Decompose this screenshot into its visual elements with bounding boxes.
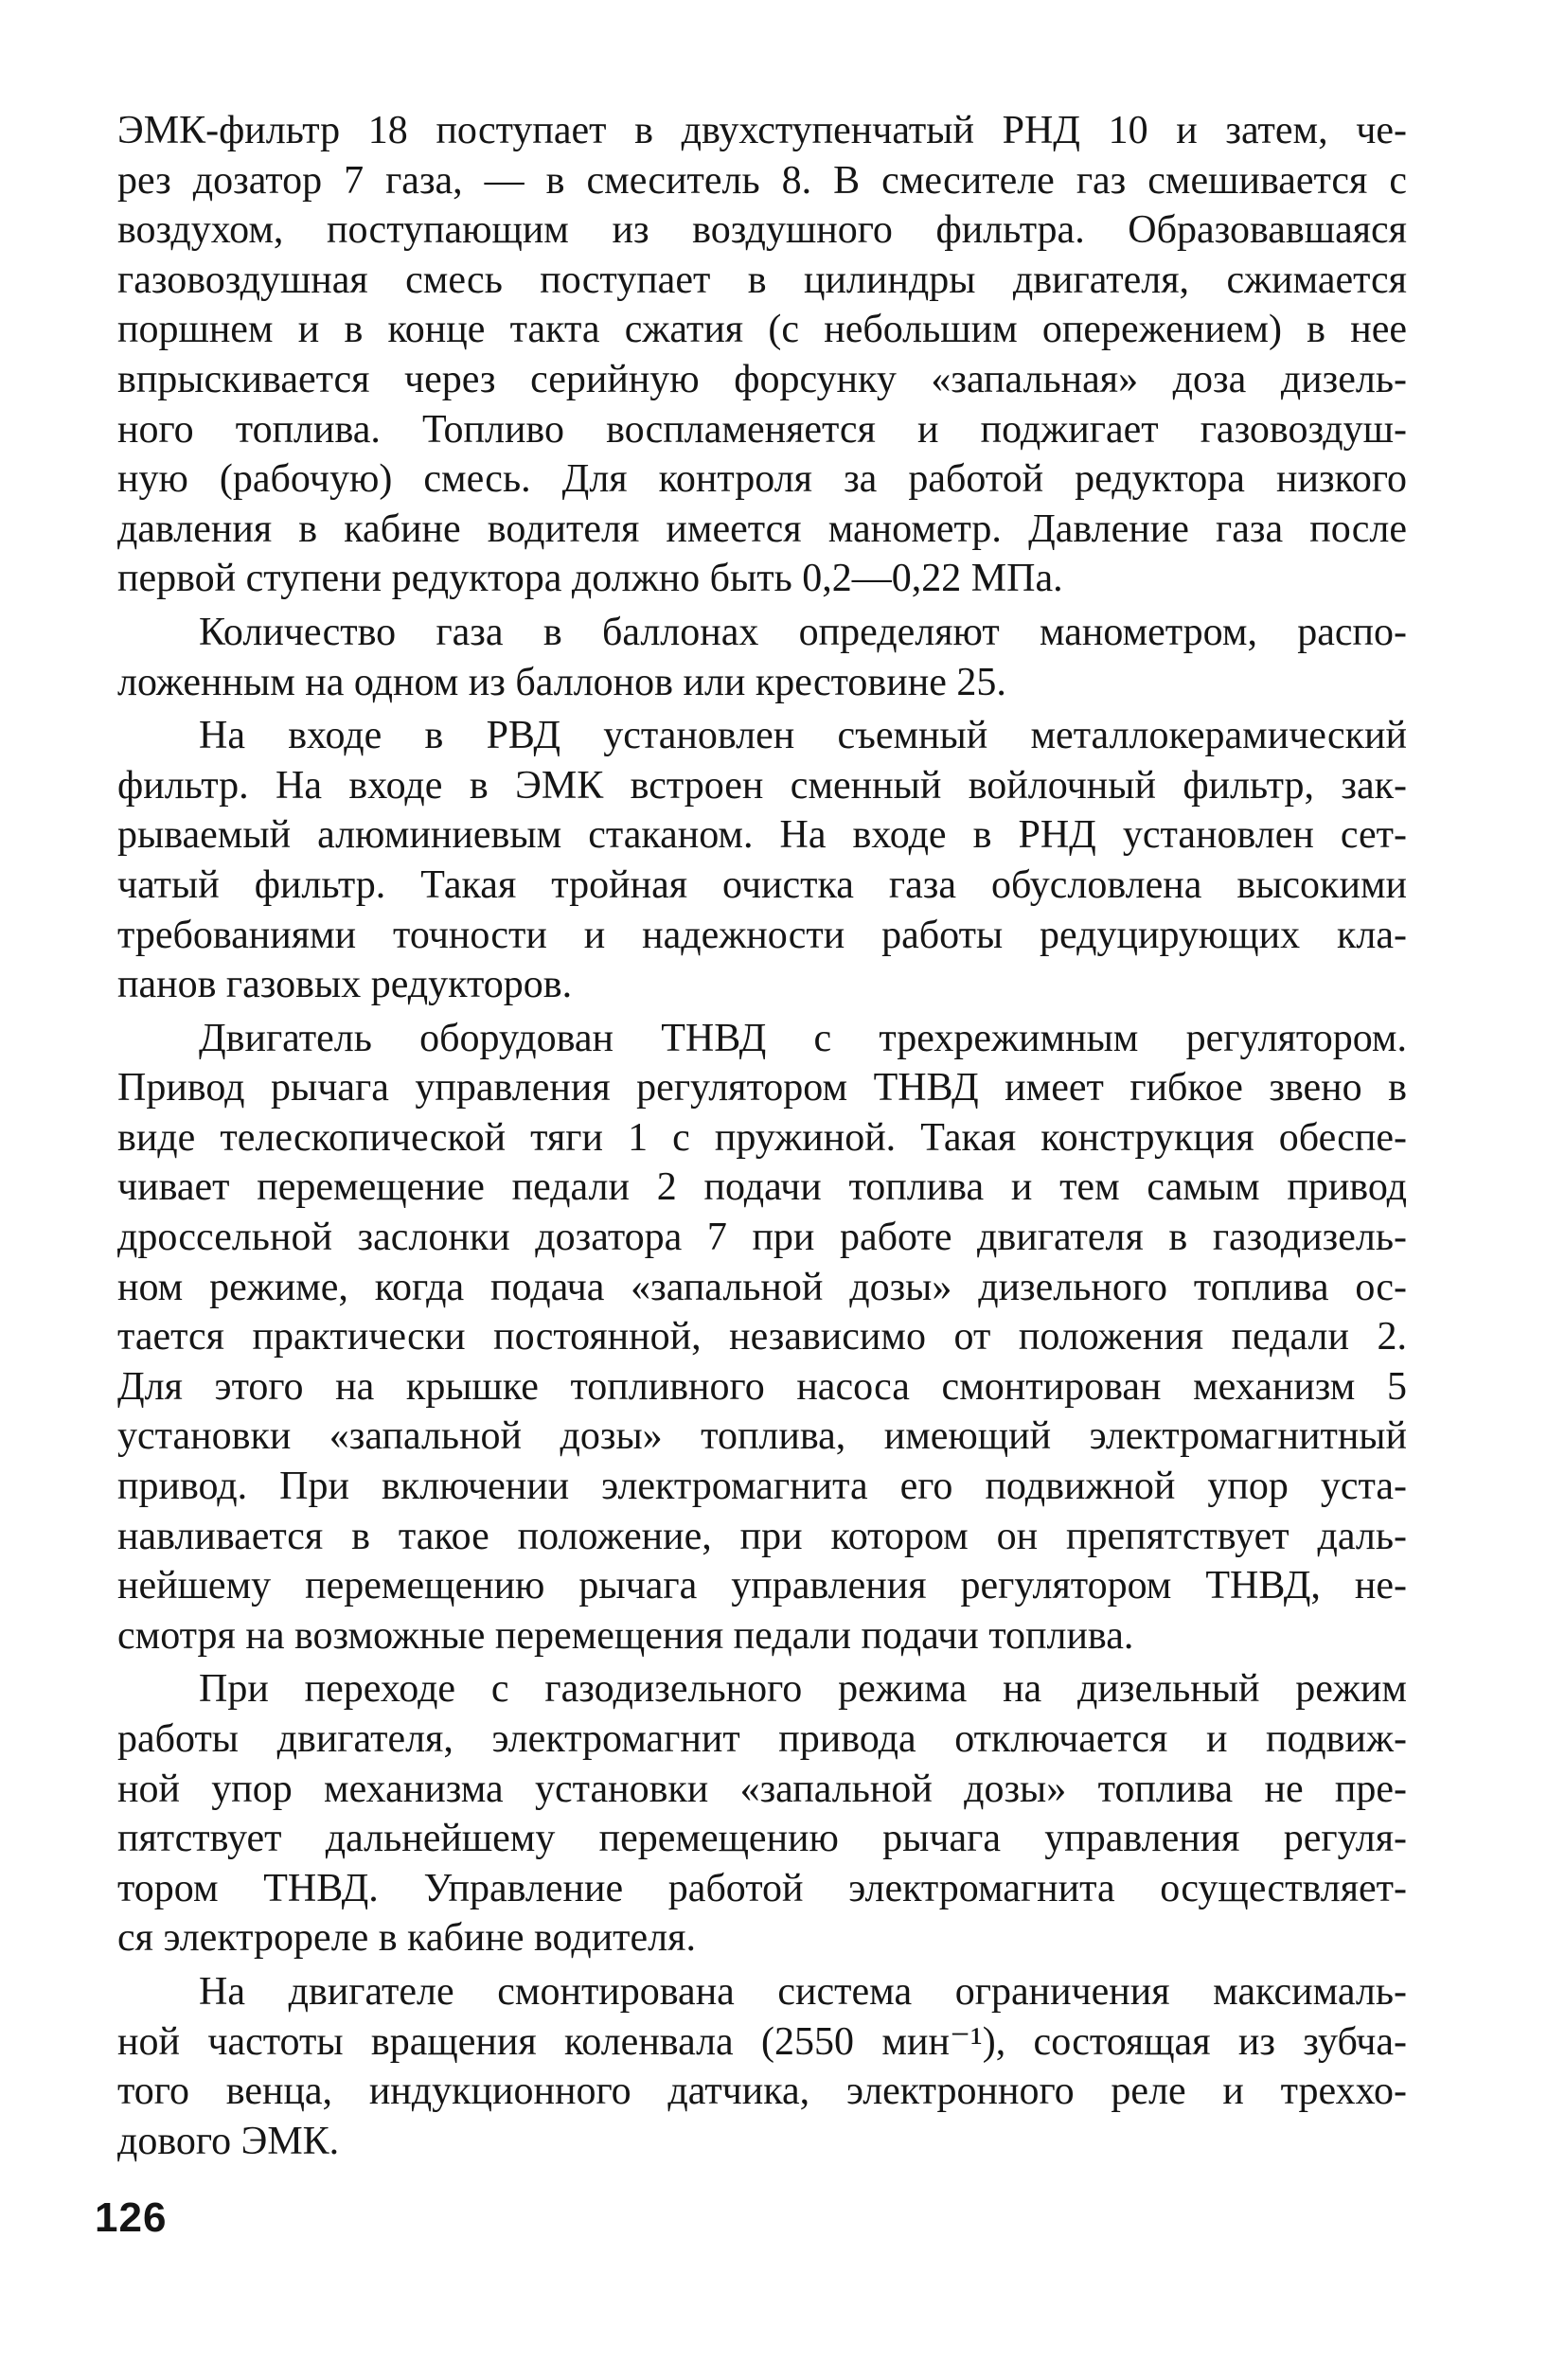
body-text: [117, 106, 1407, 2166]
paragraph: [117, 608, 1407, 707]
text-line: давления в кабине водителя имеется манометр. Давление газа после: [117, 506, 1407, 551]
text-line: навливается в такое положение, при котором он препятствует даль-: [117, 1514, 1407, 1558]
text-line: впрыскивается через серийную форсунку «запальная» доза дизель-: [117, 357, 1407, 401]
text-line: На двигателе смонтирована система ограничения максималь-: [199, 1969, 1407, 2014]
text-line: чатый фильтр. Такая тройная очистка газа обусловлена высокими: [117, 862, 1407, 907]
text-line: газовоздушная смесь поступает в цилиндры двигателя, сжимается: [117, 258, 1407, 302]
text-line: того венца, индукционного датчика, электронного реле и треххо-: [117, 2069, 1407, 2114]
text-line: воздухом, поступающим из воздушного фильтра. Образовавшаяся: [117, 208, 1407, 253]
text-line: поршнем и в конце такта сжатия (с небольшим опережением) в нее: [117, 308, 1407, 352]
text-line: первой ступени редуктора должно быть 0,2—0,22 МПа.: [117, 557, 1063, 601]
text-line: панов газовых редукторов.: [117, 963, 573, 1007]
text-line: тается практически постоянной, независимо от положения педали 2.: [117, 1315, 1407, 1359]
text-line: пятствует дальнейшему перемещению рычага управления регуля-: [117, 1817, 1407, 1861]
paragraph: [117, 1967, 1407, 2166]
text-line: привод. При включении электромагнита его подвижной упор уста-: [117, 1465, 1407, 1509]
text-line: требованиями точности и надежности работы редуцирующих кла-: [117, 913, 1407, 957]
text-line: фильтр. На входе в ЭМК встроен сменный войлочный фильтр, зак-: [117, 763, 1407, 808]
text-line: ложенным на одном из баллонов или крестовине 25.: [117, 660, 1006, 704]
text-line: тором ТНВД. Управление работой электромагнита осуществляет-: [117, 1866, 1407, 1910]
text-line: ном режиме, когда подача «запальной дозы» дизельного топлива ос-: [117, 1265, 1407, 1309]
text-line: Привод рычага управления регулятором ТНВД имеет гибкое звено в: [117, 1066, 1407, 1110]
text-line: виде телескопической тяги 1 с пружиной. Такая конструкция обеспе-: [117, 1115, 1407, 1160]
text-line: смотря на возможные перемещения педали подачи топлива.: [117, 1613, 1134, 1658]
paragraph: [117, 106, 1407, 604]
text-line: рываемый алюминиевым стаканом. На входе в РНД установлен сет-: [117, 813, 1407, 858]
text-line: ного топлива. Топливо воспламеняется и поджигает газовоздуш-: [117, 407, 1407, 452]
text-line: ную (рабочую) смесь. Для контроля за работой редуктора низкого: [117, 457, 1407, 502]
text-line: На входе в РВД установлен съемный металлокерамический: [199, 714, 1407, 758]
text-line: нейшему перемещению рычага управления регулятором ТНВД, не-: [117, 1564, 1407, 1608]
text-line: установки «запальной дозы» топлива, имеющий электромагнитный: [117, 1414, 1407, 1459]
page-number: 126: [95, 2194, 168, 2241]
paragraph: [117, 1664, 1407, 1963]
text-line: ной упор механизма установки «запальной дозы» топлива не пре-: [117, 1767, 1407, 1811]
paragraph: [117, 711, 1407, 1010]
text-line: ЭМК-фильтр 18 поступает в двухступенчатый РНД 10 и затем, че-: [117, 109, 1407, 152]
text-line: При переходе с газодизельного режима на дизельный режим: [199, 1667, 1407, 1712]
text-line: ся электрореле в кабине водителя.: [117, 1916, 696, 1961]
text-line: Двигатель оборудован ТНВД с трехрежимным регулятором.: [199, 1016, 1407, 1060]
text-line: дового ЭМК.: [117, 2119, 340, 2163]
text-line: работы двигателя, электромагнит привода отключается и подвиж-: [117, 1717, 1407, 1761]
text-line: дроссельной заслонки дозатора 7 при работе двигателя в газодизель-: [117, 1216, 1407, 1260]
text-line: Количество газа в баллонах определяют манометром, распо-: [199, 610, 1407, 654]
text-line: рез дозатор 7 газа, — в смеситель 8. В смесителе газ смешивается с: [117, 158, 1407, 203]
paragraph: [117, 1014, 1407, 1661]
text-line: чивает перемещение педали 2 подачи топлива и тем самым привод: [117, 1165, 1407, 1210]
text-line: Для этого на крышке топливного насоса смонтирован механизм 5: [117, 1364, 1407, 1409]
text-line: ной частоты вращения коленвала (2550 мин⁻¹), состоящая из зубча-: [117, 2019, 1407, 2064]
